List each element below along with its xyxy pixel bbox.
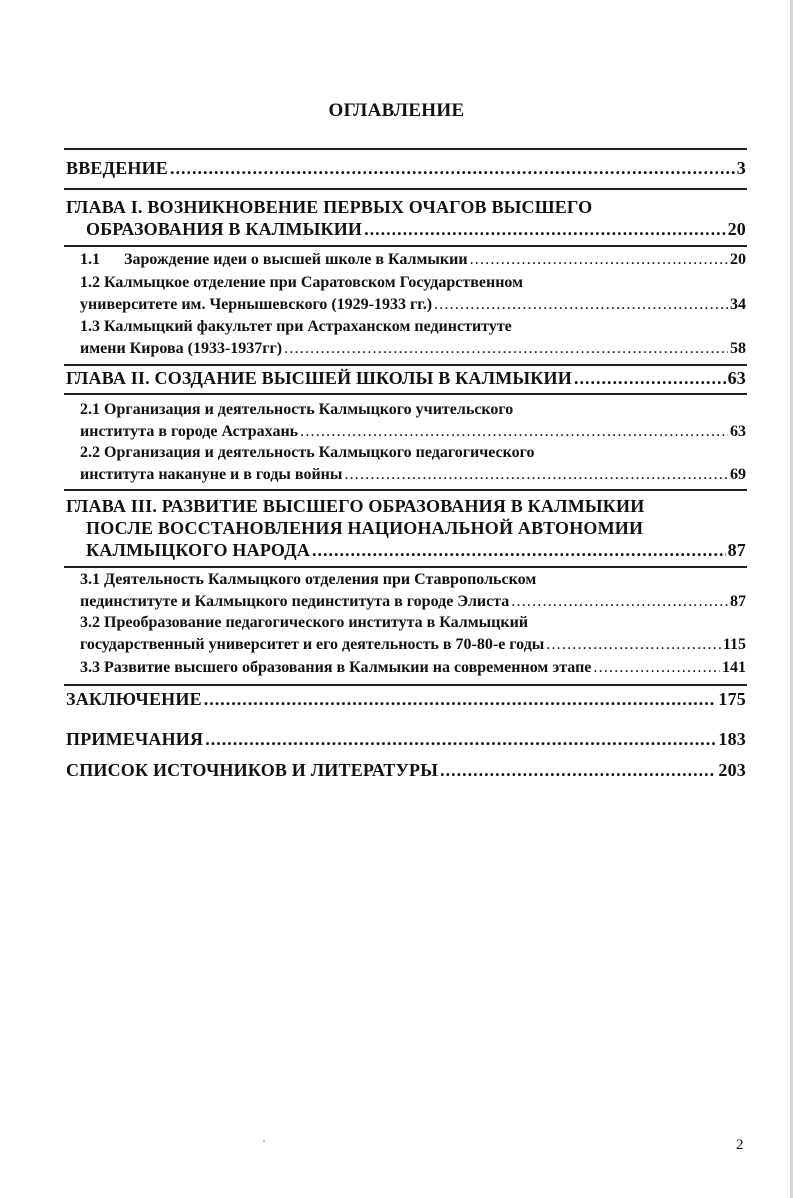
toc-entry-text: 3.1 Деятельность Калмыцкого отделения при Ставропольском bbox=[80, 571, 537, 588]
page-number: 2 bbox=[736, 1137, 744, 1153]
toc-page-number: 3 bbox=[736, 158, 746, 178]
toc-entry-text: ПРИМЕЧАНИЯ bbox=[66, 729, 204, 749]
toc-page-number: 203 bbox=[718, 760, 746, 780]
toc-entry-text: 3.2 Преобразование педагогического института в Калмыцкий bbox=[80, 614, 529, 631]
toc-entry-text: 3.3 Развитие высшего образования в Калмыкии на современном этапе bbox=[80, 659, 592, 676]
toc-page-number: 87 bbox=[730, 593, 746, 610]
toc-page-number: 175 bbox=[718, 689, 746, 709]
toc-entry-text: ГЛАВА III. РАЗВИТИЕ ВЫСШЕГО ОБРАЗОВАНИЯ В КАЛМЫКИИ bbox=[66, 496, 645, 516]
divider-rule bbox=[64, 393, 747, 395]
dot-leader bbox=[204, 689, 717, 710]
toc-entry-text: 1.2 Калмыцкое отделение при Саратовском Государственном bbox=[80, 274, 524, 291]
dot-leader bbox=[574, 368, 726, 389]
toc-page-number: 63 bbox=[727, 368, 746, 388]
toc-entry-text: ВВЕДЕНИЕ bbox=[66, 158, 169, 178]
toc-entry-text: 1.3 Калмыцкий факультет при Астраханском пединституте bbox=[80, 318, 512, 335]
toc-page-number: 20 bbox=[727, 219, 746, 239]
toc-entry-text: ГЛАВА II. СОЗДАНИЕ ВЫСШЕЙ ШКОЛЫ В КАЛМЫКИИ bbox=[66, 368, 572, 388]
dot-leader bbox=[593, 659, 720, 677]
divider-rule bbox=[64, 188, 747, 190]
dot-leader bbox=[312, 540, 726, 561]
toc-entry-text: ПОСЛЕ ВОССТАНОВЛЕНИЯ НАЦИОНАЛЬНОЙ АВТОНОМИИ bbox=[86, 518, 644, 538]
dot-leader bbox=[546, 636, 721, 654]
toc-page-number: 20 bbox=[730, 251, 746, 268]
dot-leader bbox=[344, 466, 728, 484]
toc-entry-text: СПИСОК ИСТОЧНИКОВ И ЛИТЕРАТУРЫ bbox=[66, 760, 439, 780]
scan-speck bbox=[263, 1140, 265, 1142]
toc-entry-text: ЗАКЛЮЧЕНИЕ bbox=[66, 689, 202, 709]
toc-entry-text: имени Кирова (1933-1937гг) bbox=[80, 340, 283, 357]
toc-entry-text: ОБРАЗОВАНИЯ В КАЛМЫКИИ bbox=[86, 219, 363, 239]
toc-entry-text: университете им. Чернышевского (1929-1933 гг.) bbox=[80, 296, 433, 313]
dot-leader bbox=[170, 158, 735, 179]
dot-leader bbox=[511, 593, 728, 611]
toc-page-number: 58 bbox=[730, 340, 746, 357]
toc-entry-text: пединституте и Калмыцкого пединститута в городе Элиста bbox=[80, 593, 510, 610]
dot-leader bbox=[434, 296, 728, 314]
toc-page-number: 34 bbox=[730, 296, 746, 313]
toc-page-number: 141 bbox=[722, 659, 746, 676]
page-title: ОГЛАВЛЕНИЕ bbox=[328, 100, 465, 121]
toc-page-number: 63 bbox=[730, 423, 746, 440]
dot-leader bbox=[205, 729, 716, 750]
dot-leader bbox=[300, 423, 728, 441]
divider-rule bbox=[64, 566, 747, 568]
toc-entry-text: института накануне и в годы войны bbox=[80, 466, 343, 483]
toc-entry-text: ГЛАВА I. ВОЗНИКНОВЕНИЕ ПЕРВЫХ ОЧАГОВ ВЫСШЕГО bbox=[66, 197, 593, 217]
toc-entry-text: КАЛМЫЦКОГО НАРОДА bbox=[86, 540, 311, 560]
toc-page-number: 115 bbox=[722, 636, 746, 653]
dot-leader bbox=[364, 219, 725, 240]
divider-rule bbox=[64, 364, 747, 366]
toc-page-number: 183 bbox=[718, 729, 746, 749]
dot-leader bbox=[470, 251, 728, 269]
toc-entry-text: 1.1 Зарождение идеи о высшей школе в Калмыкии bbox=[80, 251, 468, 268]
divider-rule bbox=[64, 245, 747, 247]
divider-rule bbox=[64, 684, 747, 686]
dot-leader bbox=[440, 760, 716, 781]
divider-rule bbox=[64, 489, 747, 491]
divider-rule bbox=[64, 148, 747, 150]
toc-entry-text: 2.2 Организация и деятельность Калмыцкого педагогического bbox=[80, 444, 535, 461]
toc-entry-text: института в городе Астрахань bbox=[80, 423, 299, 440]
toc-entry-text: государственный университет и его деятельность в 70-80-е годы bbox=[80, 636, 545, 653]
toc-page-number: 87 bbox=[727, 540, 746, 560]
toc-entry-text: 2.1 Организация и деятельность Калмыцкого учительского bbox=[80, 401, 514, 418]
dot-leader bbox=[284, 340, 728, 358]
toc-page-number: 69 bbox=[730, 466, 746, 483]
